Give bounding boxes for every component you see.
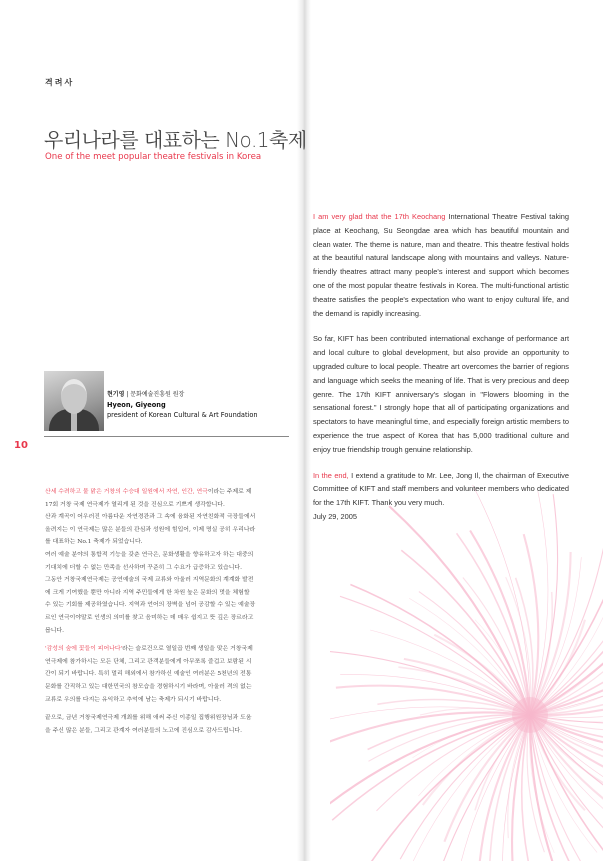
author-name-en: Hyeon, Giyeong	[107, 401, 166, 409]
page-title: 우리나라를 대표하는 No.1축제	[44, 128, 307, 152]
ko-line: 여러 예술 분야의 통합적 기능을 갖춘 연극은, 문화생활을 향유하고자 하는 대중의	[45, 551, 254, 558]
ko-paragraph-1	[45, 486, 291, 637]
page-number: 10	[14, 440, 28, 451]
section-label: 격려사	[45, 78, 75, 87]
ko-line: 수 있는 기회를 제공하였습니다. 지역과 언어의 장벽을 넘어 공감할 수 있는 예술장	[45, 602, 256, 609]
author-name-ko: 현기영	[107, 391, 125, 398]
ko-line: 산과 계곡이 어우러진 아름다운 자연경관과 그 속에 융화된 자연친화적 극장들에서	[45, 514, 256, 521]
korean-body	[45, 486, 291, 743]
ko-p2-first-line: '감성의 숲에 꽃들이 피어나다'라는 슬로건으로 열일곱 번째 생일을 맞은 거창국제	[45, 646, 253, 653]
ko-line: 17회 거창 국제 연극제가 열리게 된 것을 진심으로 기쁘게 생각합니다.	[45, 501, 225, 508]
en-p3-highlight: In the end,	[313, 470, 349, 480]
ko-paragraph-2	[45, 643, 291, 706]
ko-paragraph-3	[45, 712, 291, 737]
divider	[44, 436, 289, 437]
en-p1-highlight: I am very glad that the 17th Keochang	[313, 212, 446, 221]
author-role-ko: 문화예술진흥원 원장	[130, 391, 185, 398]
author-en	[107, 400, 258, 420]
ko-line: 끝으로, 금년 거창국제연극제 개최를 위해 애써 주신 이종일 집행위원장님과 도움	[45, 715, 252, 722]
ko-line: 을 주신 많은 분들, 그리고 관계자 여러분들의 노고에 진심으로 감사드립니다.	[45, 727, 242, 734]
ko-line: 교류로 우의를 다지는 유익하고 추억에 남는 축제가 되시기 바랍니다.	[45, 696, 222, 703]
ko-line: 에 크게 기여했을 뿐만 아니라 지역 주민들에게 한 차원 높은 문화의 멋을 체험할	[45, 589, 250, 596]
ko-line: 를 대표하는 No.1 축제가 되었습니다.	[45, 539, 143, 546]
en-date: July 29, 2005	[313, 511, 357, 521]
ko-line: 올려지는 이 연극제는 많은 분들의 관심과 성원에 힘입어, 이제 명실 공히 우리나라	[45, 526, 256, 533]
author-portrait	[44, 371, 104, 431]
ko-p1-first-line: 산세 수려하고 물 맑은 거창의 수승대 일원에서 자연, 인간, 연극이라는 주제로 제	[45, 489, 252, 495]
ko-p2-highlight: '감성의 숲에 꽃들이 피어나다'	[45, 646, 123, 653]
en-paragraph-2: So far, KIFT has been contributed international exchange of performance art and local culture to global development, but also provide an opportunity to upgraded culture to local people. Theatre art overcomes the barrier of regions and language which seeks the meaning of life. That is very precious and deep genre. The 17th KIFT anniversary's slogan in "Flowers blooming in the sensational forest." I strongly hope that all of participating organizations and spectators to have meaningful time, and especially foreign artistic members to experience the true aspect of Korea that has 5,000 traditional culture and enjoy true friendship trough genuine relationship.	[313, 334, 569, 454]
page-subtitle: One of the meet popular theatre festivals in Korea	[45, 152, 262, 162]
en-paragraph-3: In the end, I extend a gratitude to Mr. Lee, Jong Il, the chairman of Executive Committee of KIFT and staff members and volunteer members who dedicated for the 17th KIFT. Thank you very much.	[313, 470, 569, 508]
ko-line: 연극제에 참가하시는 모든 단체, 그리고 관객분들에게 아무쪼록 즐겁고 보람된 시	[45, 658, 252, 665]
ko-p1-highlight: 산세 수려하고 물 맑은 거창의 수승대 일원에서 자연, 인간, 연극	[45, 489, 208, 495]
ko-line: 그동안 거창국제연극제는 공연예술의 국제 교류와 아울러 지역문화의 계계화 발전	[45, 577, 254, 584]
author-ko: 현기영 | 문화예술진흥원 원장	[107, 391, 185, 398]
ko-line: 간이 되기 바랍니다. 특히 멀리 해외에서 참가하신 예술인 여러분은 5천년의 전통	[45, 671, 252, 678]
ko-line: 기대치에 더할 수 없는 만족을 선사하며 꾸준히 그 수요가 급증하고 있습니다.	[45, 564, 242, 571]
ko-line: 문화를 간직하고 있는 대한민국의 참모습을 경험하시기 바라며, 아울러 격의 없는	[45, 683, 252, 690]
english-body	[313, 210, 569, 524]
author-role-en: president of Korean Cultural & Art Foundation	[107, 411, 258, 419]
ko-line: 봅니다.	[45, 627, 64, 634]
ko-line: 르인 연극이야말로 인생의 의미를 찾고 음미하는 데 매우 쉽지고 뜻 깊은 장르라고	[45, 614, 254, 621]
en-paragraph-1: I am very glad that the 17th Keochang International Theatre Festival taking place at Keochang, Su Seongdae area which has beautiful mountain and clean water. The theme is nature, man and theatre. This theatre festival holds at the beautiful natural landscape along with mountains and valleys. Nature-friendly theatres attract many people's interest and support which becomes one of the most popular theatre festivals in Korea. The multi-functional artistic theatre satisfies the people's expectation who want to enjoy cultural life, and the demand is rapidly increasing.	[313, 212, 570, 318]
flower-decoration	[330, 480, 603, 861]
